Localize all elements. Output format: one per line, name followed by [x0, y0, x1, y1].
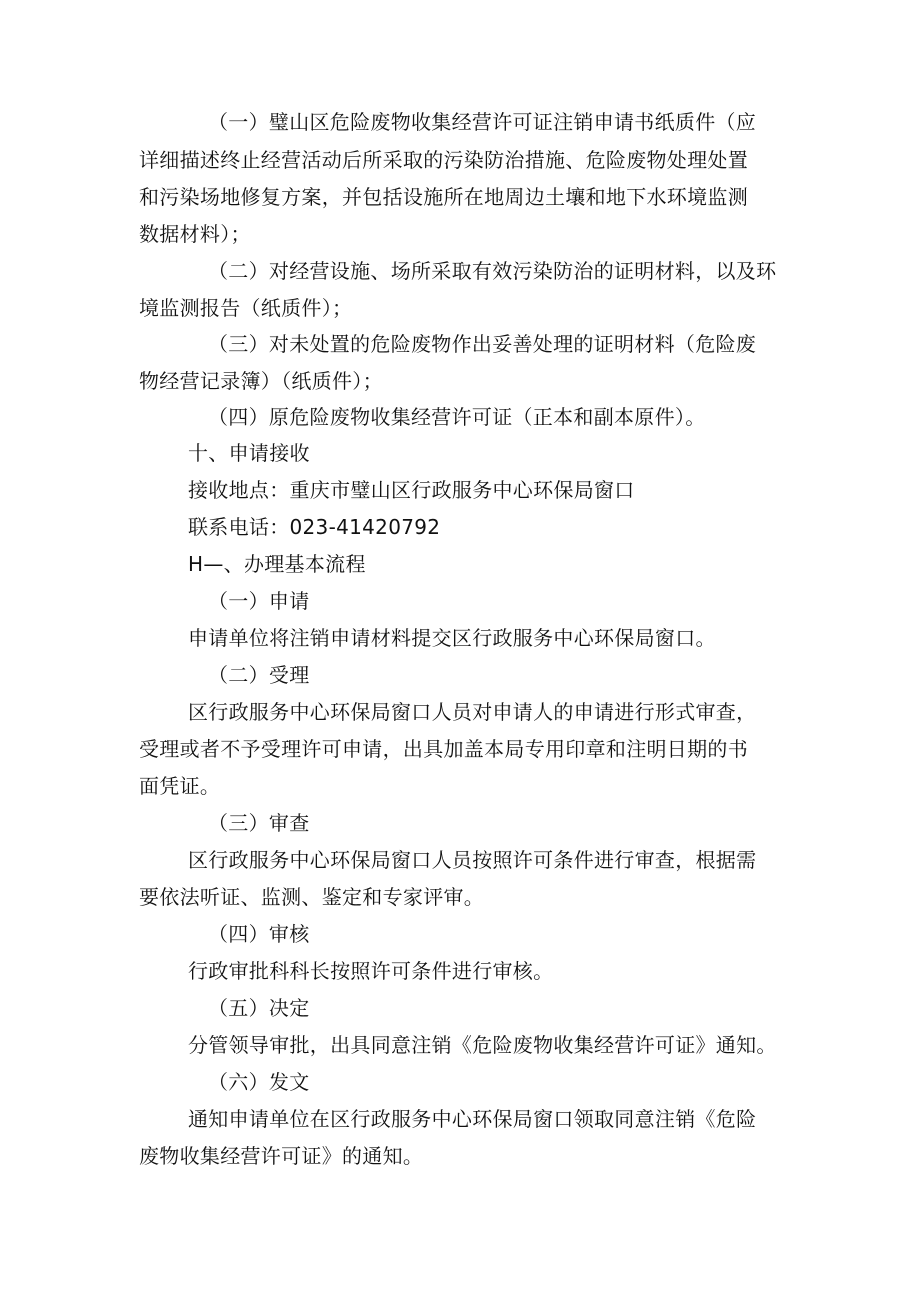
para-2-line-1: （二）对经营设施、场所采取有效污染防治的证明材料，以及环	[208, 259, 777, 283]
receive-address: 接收地点：重庆市璧山区行政服务中心环保局窗口	[188, 478, 635, 502]
para-1-line-2: 详细描述终止经营活动后所采取的污染防治措施、危险废物处理处置	[139, 148, 748, 172]
para-4: （四）原危险废物收集经营许可证（正本和副本原件）。	[208, 405, 706, 429]
para-3-line-2: 物经营记录簿）（纸质件）；	[139, 369, 383, 393]
para-3-line-1: （三）对未处置的危险废物作出妥善处理的证明材料（危险废	[208, 332, 757, 356]
step-2-body-line-2: 受理或者不予受理许可申请，出具加盖本局专用印章和注明日期的书	[139, 737, 748, 761]
step-5-body: 分管领导审批，出具同意注销《危险废物收集经营许可证》通知。	[188, 1033, 777, 1057]
step-6-body-line-2: 废物收集经营许可证》的通知。	[139, 1144, 424, 1168]
step-6-title: （六）发文	[208, 1070, 310, 1094]
step-3-body-line-2: 要依法听证、监测、鉴定和专家评审。	[139, 885, 485, 909]
para-1-line-4: 数据材料）；	[139, 222, 251, 246]
step-2-title: （二）受理	[208, 663, 310, 687]
step-4-title: （四）审核	[208, 922, 310, 946]
para-2-line-2: 境监测报告（纸质件）；	[139, 296, 353, 320]
step-4-body: 行政审批科科长按照许可条件进行审核。	[188, 959, 554, 983]
section-10-heading: 十、申请接收	[188, 441, 310, 465]
step-3-title: （三）审查	[208, 811, 310, 835]
step-5-title: （五）决定	[208, 996, 310, 1020]
step-1-title: （一）申请	[208, 589, 310, 613]
para-1-line-1: （一）璧山区危险废物收集经营许可证注销申请书纸质件（应	[208, 110, 757, 134]
step-1-body: 申请单位将注销申请材料提交区行政服务中心环保局窗口。	[188, 626, 716, 650]
section-11-heading: H—、办理基本流程	[188, 552, 366, 576]
step-2-body-line-3: 面凭证。	[139, 774, 221, 798]
para-1-line-3: 和污染场地修复方案，并包括设施所在地周边土壤和地下水环境监测	[139, 185, 748, 209]
contact-phone: 联系电话：023-41420792	[188, 515, 441, 539]
step-6-body-line-1: 通知申请单位在区行政服务中心环保局窗口领取同意注销《危险	[188, 1107, 757, 1131]
step-2-body-line-1: 区行政服务中心环保局窗口人员对申请人的申请进行形式审查，	[188, 700, 757, 724]
step-3-body-line-1: 区行政服务中心环保局窗口人员按照许可条件进行审查，根据需	[188, 848, 757, 872]
